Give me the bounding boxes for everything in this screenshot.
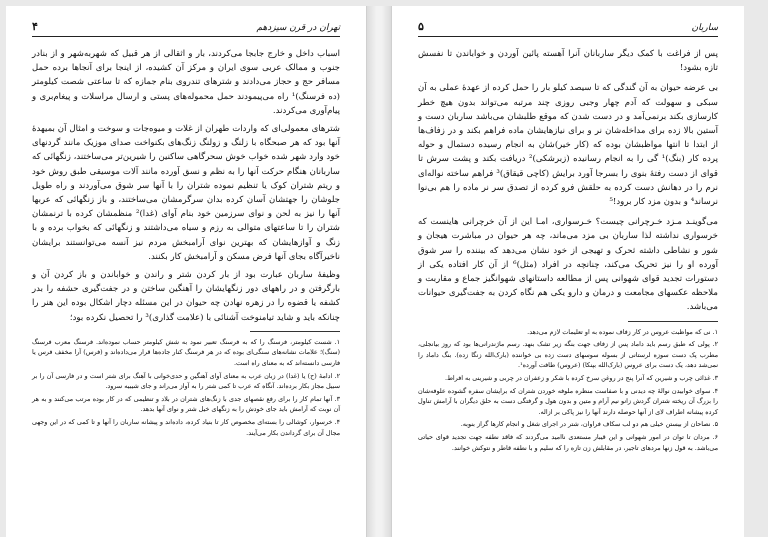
right-footnote-4: ۴. سوای خوابیدن نوالهٔ چه دیدنی و با صفاست منظره ملوفه خوردن شتران که برایشان سفره گشوده علوفه‌شان را بزرگ آن ریخته شتران گردش زانو نیم آرام و متین و بدون هول و گرفتگی دست به حلق دیگران با آرامش تناول کرده پیشانه اطراف لای از آنها حوصله دارند آنها را نیز پاکی بر ازاله. (418, 386, 718, 416)
right-paragraph-3: می‌گوینـد مـزد خـرچرانی چیست؟ خـرسواری، امـا این از آن خرچرانی هاینست که خرسواری نداشته لذا ساربان بی مزد می‌ماند، چه هر حیوان در مباشرت هیجان و شور و نشاطی داشته ثحرک و تهیجی از خود نشان می‌دهد که بیننده را سر شوق آورده او را نیز تحریک می‌کند، چنانچه در افراد (مثل)⁶ از آن کار افتاده یکی از دستورات تجدید قوای شهوانی پس از مطالعه داستانهای شهوانگیز جماع و مقاربت و ملاحظه عکسهای مجامعت و درمان و دارو یکی هم نگاه کردن به جفت‌گیری حیوانات می‌باشد. (418, 217, 718, 313)
book-gutter (366, 6, 392, 537)
left-paragraph-1: اسباب داخل و خارج جابجا می‌کردند، بار و اثقالی از هر قبیل که شهربه‌شهر و از بنادر جنوب و ممالک عربی سوی ایران و مرکز آن کشیده، از اینجا برای آنجاها برده حمل مسافر حج و حجاز می‌دادند و شترهای تندروی بنام جمازه که تا ساعتی شصت کیلومتر (ده فرسنگ)¹ راه می‌پیمودند حمل محموله‌های پستی و ارسال مراسلات و پیغام‌بری و پیام‌آوری می‌کردند. (32, 49, 341, 116)
left-footnote-2: ۲. ادامهٔ (ح) یا (غدا) در زبان عرب به معنای آوای آهنگین و حدی‌خوانی با آهنگ برای شتر است و در فارسی آن را بر سبیل مجاز بکار برده‌اند. آنگاه که عرب تا کمی شتر را به آواز می‌راند و جای شیبیه سرود. (32, 371, 340, 391)
right-footnote-3: ۳. غذائی چرب و شیرین که آنرا پنج در روغن سرخ کرده با شکر و زعفران در چربی و شیرینی به افراط. (444, 374, 718, 383)
left-footnote-4: ۴. خرسوار، کوشالی را بسته‌ای مخصوص کار تا بنیاد کرده، داده‌اند و پیشانه ساربان را آنها و تا کمی که در این وجهی مجال آن برای گرداندن بکار می‌آیند. (32, 418, 340, 437)
left-footnote-3: ۳. آنها تمام کار را برای رفع نقصهای جدی با زنگ‌های شتران در بلاد و تنظیمی که در کار بوده مرتب می‌کنند و به هر آن نوبت که آرامش باید جای خودش را به زنگهای خیل شتر و نوای آنها بدهد. (32, 394, 340, 414)
left-footnotes (32, 337, 340, 438)
right-page-number: ۵ (418, 20, 424, 33)
left-paragraph-2: شترهای معمولی‌ای که واردات طهران از غلات و میوه‌جات و سوخت و امثال آن بمیهدهٔ آنها بود که هر صبحگاه با زلنگ و زولنگ زنگ‌های بکنواخت صدای موزیک مانند گردنهای خود وارد شهر شده خواب خوش سحرگاهی ساکنین را شیرین‌تر می‌ساختند، زنگهائی که ساربانان هنگام حرکت آنها را به نظم و نسق آورده مانند آلات موسیقی طبق روش خود و ریتم شتران کوک یا تنظیم نموده شتران را با آنها سر شوق می‌آوردند و راه طویل جلوشان را جهتشان آسان کرده بدان سرگرمشان می‌ساختند، و باز زنگهائی که عربها آنها را نیز به لحن و نوای سرزمین خود بنام آوای (غدا)² منظمشان کرده با ترنمشان شتران را تا ساعتهای متوالی به رزم و سیاه می‌داشتند و زنگهائی که بخواب برده و با زنگ و آوازهایشان که بهترین نوای آرامبخش مردم نیز آنسه می‌توانستند برایشان ناخیرآگاه بجای آنها فرض مسکن و آرامبخش کار بکنند. (32, 124, 340, 262)
left-running-title: تهران در قرن سیزدهم (256, 23, 340, 33)
right-paragraph-2: بی عرضه حیوان به آن گندگی که تا سیصد کیلو بار را حمل کرده از عهدهٔ عملی به آن سبکی و سهولت که آدم چهار وجبی روزی چند مرتبه می‌تواند بدون هیچ خطر کارسازی بکند برنمی‌آمد و در دست شدن که موقع طلبشان می‌باشد ساربان دست و آستین بالا زده برای مداخله‌شان نر و برای نیازهایشان ماده فراهم بکند و در زفاف‌ها از ابتدا تا انتها مواظبشان بوده که (کار خیر)شان به انجام رسیده دستمال و حوله پرده کار (بنگ)¹ گی را به انجام رسانیده (زبرشکی)² دریافت بکند و پشت سرش تا قوای از دست رفتهٔ بنوی را بسرجا آورد برایش (کاچی قیقاق)³ فراهم ساخته نواله‌ای نرم را در دهانش دست کرده به حلقش فرو کرده از تصدق سر نر ماده را هم بی‌نوا نرساند⁴ و بدون مزد کار برود!⁵ (418, 83, 718, 208)
right-footnote-6: ۶. مردان تا توان در امور شهوانی و این قیبار مستعدی ناامید می‌گردند که فاقد نطفه جهت تجدید قوای حیاتی می‌باشد. به قول زنها مردهای تاجیر، در مقابلش زن تازه را که سلیم و با نطفه قاطر و نتوکش خوانند. (418, 433, 718, 452)
left-page (6, 6, 366, 537)
left-footnote-rule (250, 331, 340, 332)
left-running-head (32, 20, 340, 37)
right-running-head (418, 20, 718, 37)
right-footnote-5: ۵. نصاحان از بیستن خیلی هم دو لب سکاف فراوان، شتر در اجرای شغل و انجام کارها گراز بنوبه. (460, 420, 718, 429)
left-paragraph-3: وظیفهٔ ساربان عبارت بود از بار کردن شتر و راندن و خواباندن و باز کردن آن و بارگرفتن و در راههای دور زنگهایشان را آهنگین ساختن و در جفت‌گیری حشفه را بدر کشفه یا قضوه را در زهره نهادن چه حیوان در این مسئله دچار اشکال بوده این هنر را چنانکه باید و شاید تیامنوخت آشنائی با (علامت گذاری)³ را تحصیل نکرده بود؛ (32, 270, 340, 323)
right-footnotes (418, 327, 718, 454)
right-paragraph-1: پس از فراغت با کمک دیگر ساربانان آنرا آهسته پائین آوردن و خواباندن تا نفسش تازه بشود! (418, 49, 718, 74)
right-footnote-1: ۱. نی که مواظبت عروس در کار زفاف نموده به او تعلیمات لازم می‌دهد. (527, 327, 718, 336)
left-page-number: ۴ (32, 20, 38, 33)
right-page (392, 6, 744, 537)
left-footnote-1: ۱. شست کیلومتر، فرسنگ را که به فرسنگ تعبیر نمود به شش کیلومتر حساب نموده‌اند. فرسنگ معرب فرسنگ (سنگ)؛ علامات نشانه‌های سنگی‌ای بوده که در هر فرسنگ کنار جاده‌ها قرار می‌داده‌اند و (فرس) آرا مخفف فرس یا فارسی دانسته‌اند که به معنای راه است. (32, 337, 340, 368)
left-body-text (32, 47, 340, 325)
right-footnote-2: ۲. پولی که طبق رسم باید داماد پس از زفاف جهت بنگه زیر تشک بنهد. رسم ماژندرانی‌ها بود که روز بیانجلی، مطرب پک دست سوزه لرستانی از بسوله سوسهای دست زده بی خواننده (بارک‌الله زنگا زده). بنگ داماد را نمی‌شد دهد، یک دست برای عروس (بارک‌الله بپنکا) (عروس) طافت آورده¹. (418, 340, 718, 370)
right-running-title: ساربان (691, 23, 718, 33)
right-body-text (418, 47, 718, 315)
right-footnote-rule (628, 321, 718, 322)
